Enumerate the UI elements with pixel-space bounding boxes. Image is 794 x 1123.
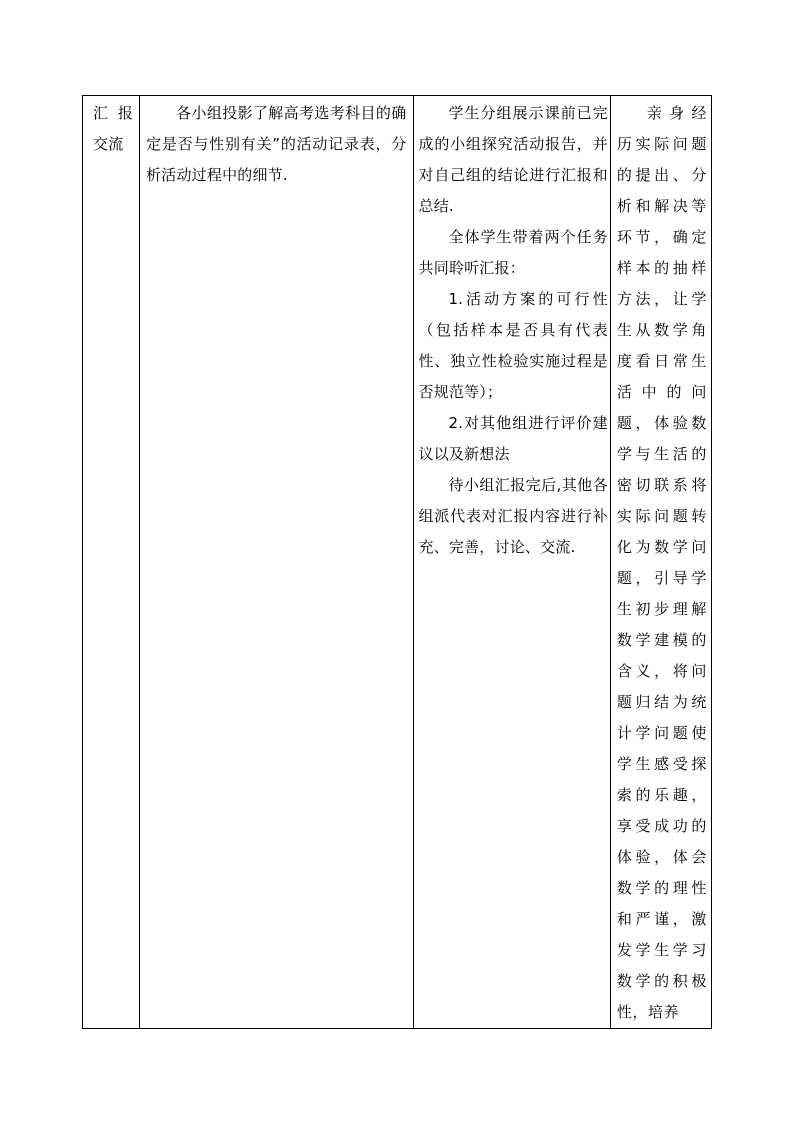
student-activity-paragraph: 学生分组展示课前已完成的小组探究活动报告，并对自己组的结论进行汇报和总结. xyxy=(418,104,608,215)
stage-cell xyxy=(83,96,140,1029)
teacher-activity-paragraph: 各小组投影了解高考选考科目的确定是否与性别有关”的活动记录表，分析活动过程中的细节. xyxy=(146,104,407,184)
stage-label: 汇报交流 xyxy=(93,104,134,153)
teacher-activity-cell xyxy=(140,96,413,1029)
design-intent-paragraph: 亲身经历实际问题的提出、分析和解决等环节，确定样本的抽样方法，让学生从数学角度看日常生活中的问题，体验数学与生活的密切联系将实际问题转化为数学问题，引导学生初步理解数学建模的含义，将问题归结为统计学问题使学生感受探索的乐趣，享受成功的体验，体会数学的理性和严谨，激发学生学习数学的积极性，培养 xyxy=(616,104,707,1021)
lesson-plan-table xyxy=(82,95,712,1029)
student-activity-cell xyxy=(413,96,610,1029)
student-activity-paragraph: 1.活动方案的可行性（包括样本是否具有代表性、独立性检验实施过程是否规范等）； xyxy=(418,290,608,401)
table-row xyxy=(83,96,712,1029)
design-intent-cell xyxy=(610,96,711,1029)
student-activity-paragraph: 待小组汇报完后,其他各组派代表对汇报内容进行补充、完善，讨论、交流. xyxy=(418,476,608,556)
student-activity-paragraph: 全体学生带着两个任务共同聆听汇报： xyxy=(418,228,608,277)
student-activity-paragraph: 2.对其他组进行评价建议以及新想法 xyxy=(418,414,608,463)
